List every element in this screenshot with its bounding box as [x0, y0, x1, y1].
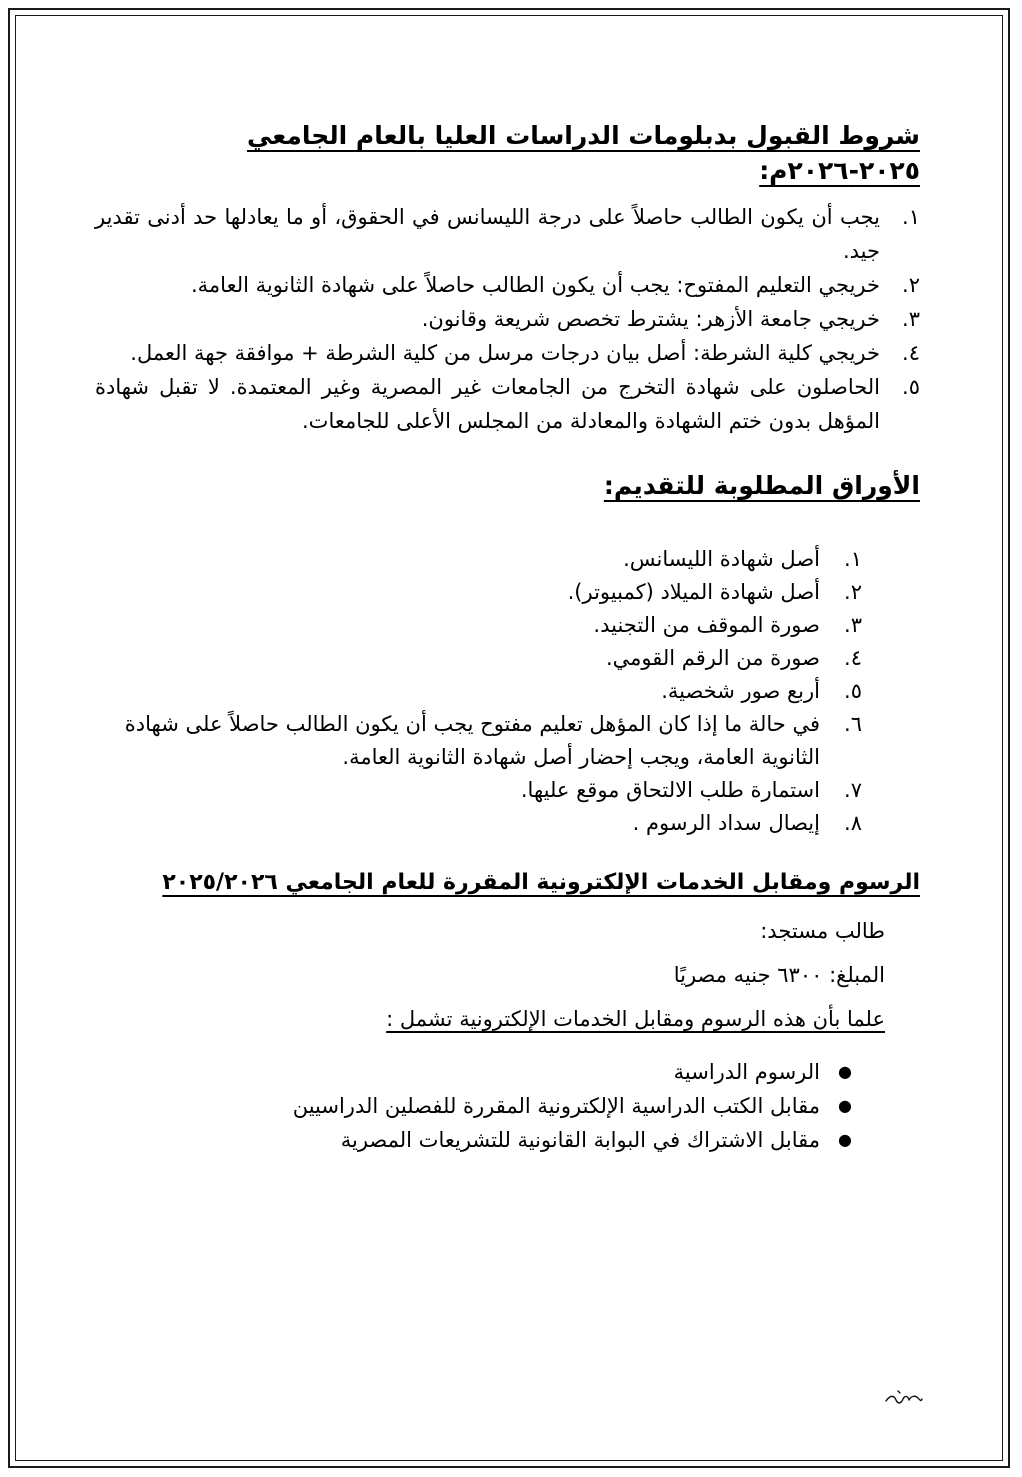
document-item: [95, 543, 920, 576]
item-text: صورة من الرقم القومي.: [605, 646, 820, 670]
item-text: استمارة طلب الالتحاق موقع عليها.: [520, 778, 820, 802]
item-text: خريجي كلية الشرطة: أصل بيان درجات مرسل من كلية الشرطة + موافقة جهة العمل.: [130, 341, 880, 365]
item-text: في حالة ما إذا كان المؤهل تعليم مفتوح يجب أن يكون الطالب حاصلاً على شهادة الثانوية العامة، ويجب إحضار أصل شهادة الثانوية العامة.: [124, 712, 820, 769]
bullet-icon: ●: [838, 1129, 852, 1149]
item-text: الحاصلون على شهادة التخرج من الجامعات غير المصرية وغير المعتمدة. لا تقبل شهادة المؤهل بدون ختم الشهادة والمعادلة من المجلس الأعلى للجامعات.: [95, 375, 880, 433]
item-text: أصل شهادة الليسانس.: [623, 547, 820, 571]
item-number: ١.: [902, 205, 920, 229]
admission-conditions-heading: شروط القبول بدبلومات الدراسات العليا بالعام الجامعي ٢٠٢٥-٢٠٢٦م:: [246, 121, 920, 185]
document-item: [95, 774, 920, 807]
item-number: ١.: [844, 547, 862, 571]
item-text: خريجي جامعة الأزهر: يشترط تخصص شريعة وقانون.: [421, 307, 880, 331]
item-number: ٥.: [902, 375, 920, 399]
item-number: ٤.: [902, 341, 920, 365]
item-number: ٦.: [844, 712, 862, 736]
list-item: [95, 1089, 920, 1123]
item-text: أصل شهادة الميلاد (كمبيوتر).: [567, 580, 820, 604]
item-text: مقابل الكتب الدراسية الإلكترونية المقررة للفصلين الدراسيين: [292, 1093, 820, 1118]
bullet-icon: ●: [838, 1095, 852, 1115]
item-number: ٥.: [844, 679, 862, 703]
fee-amount: المبلغ: ٦٣٠٠ جنيه مصريًا: [673, 962, 885, 987]
item-text: مقابل الاشتراك في البوابة القانونية للتشريعات المصرية: [340, 1127, 820, 1152]
fees-includes-note: علما بأن هذه الرسوم ومقابل الخدمات الإلكترونية تشمل :: [386, 1006, 885, 1031]
handwritten-signature: [884, 1387, 924, 1409]
document-item: [95, 807, 920, 840]
document-body: [95, 110, 920, 1157]
item-number: ٧.: [844, 778, 862, 802]
required-documents-list: [95, 543, 920, 840]
document-item: [95, 609, 920, 642]
document-item: [95, 675, 920, 708]
item-text: خريجي التعليم المفتوح: يجب أن يكون الطالب حاصلاً على شهادة الثانوية العامة.: [190, 273, 880, 297]
list-item: [95, 1123, 920, 1157]
item-text: يجب أن يكون الطالب حاصلاً على درجة الليسانس في الحقوق، أو ما يعادلها حد أدنى تقدير جيد.: [95, 205, 880, 263]
item-number: ٣.: [844, 613, 862, 637]
document-item: [95, 708, 920, 774]
item-number: ٤.: [844, 646, 862, 670]
fees-includes-list: [95, 1055, 920, 1157]
document-item: [95, 576, 920, 609]
item-text: الرسوم الدراسية: [673, 1059, 820, 1084]
document-item: [95, 642, 920, 675]
condition-item: [95, 268, 920, 302]
item-text: أربع صور شخصية.: [661, 679, 820, 703]
item-number: ٢.: [902, 273, 920, 297]
condition-item: [95, 370, 920, 438]
admission-conditions-list: [95, 200, 920, 438]
list-item: [95, 1055, 920, 1089]
item-number: ٣.: [902, 307, 920, 331]
item-text: صورة الموقف من التجنيد.: [593, 613, 820, 637]
item-number: ٢.: [844, 580, 862, 604]
student-type-label: طالب مستجد:: [760, 918, 885, 943]
required-documents-heading: الأوراق المطلوبة للتقديم:: [603, 471, 920, 500]
condition-item: [95, 200, 920, 268]
fees-heading: الرسوم ومقابل الخدمات الإلكترونية المقررة للعام الجامعي ٢٠٢٥/٢٠٢٦: [162, 870, 920, 895]
condition-item: [95, 302, 920, 336]
bullet-icon: ●: [838, 1061, 852, 1081]
fees-section: [95, 909, 920, 1041]
item-text: إيصال سداد الرسوم .: [632, 811, 820, 835]
item-number: ٨.: [844, 811, 862, 835]
condition-item: [95, 336, 920, 370]
